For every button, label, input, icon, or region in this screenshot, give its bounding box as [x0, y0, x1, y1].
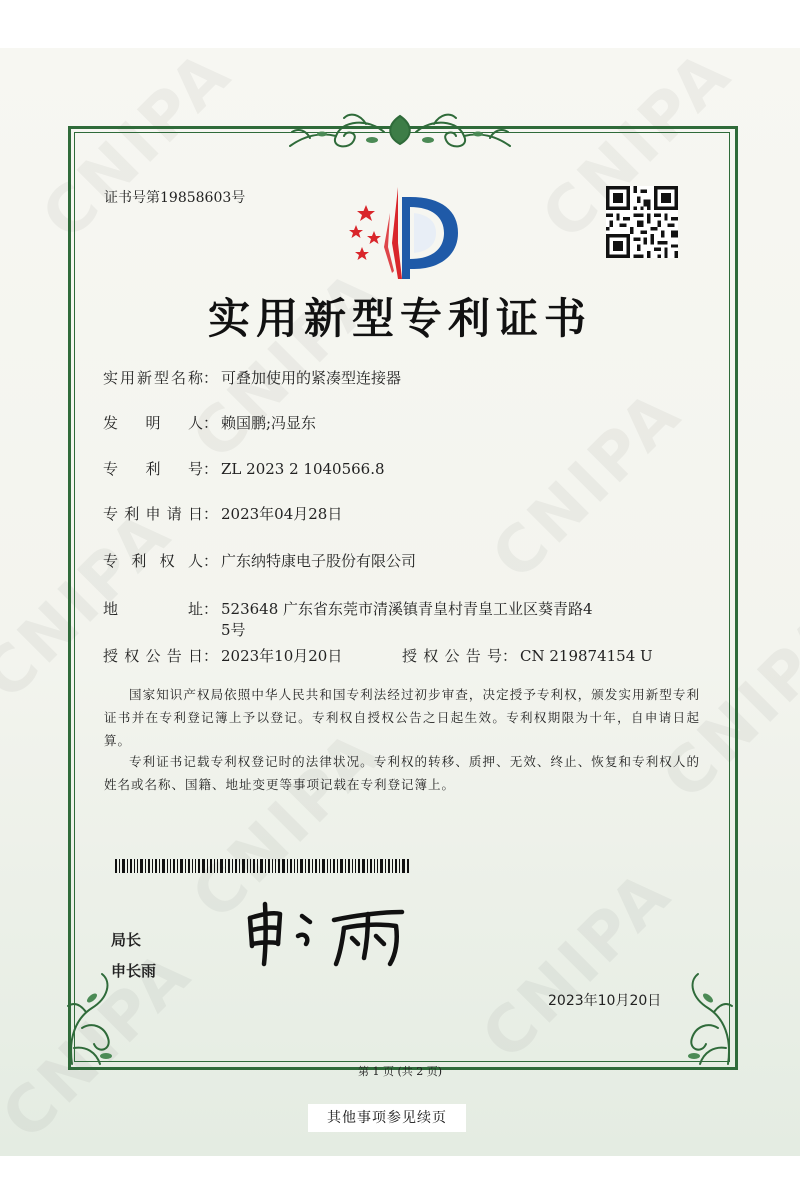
field-utility-model-name: 实用新型名称： 可叠加使用的紧凑型连接器: [103, 369, 402, 387]
field-value: 2023年10月20日: [221, 647, 343, 665]
field-inventor: 发明人： 赖国鹏;冯显东: [103, 414, 317, 432]
field-value: 2023年04月28日: [221, 505, 343, 523]
field-label: 发明人: [103, 414, 203, 432]
continue-note: 其他事项参见续页: [308, 1104, 466, 1132]
field-label: 实用新型名称: [103, 369, 203, 387]
statement-paragraph-1: 国家知识产权局依照中华人民共和国专利法经过初步审查，决定授予专利权，颁发实用新型专利证书并在专利登记簿上予以登记。专利权自授权公告之日起生效。专利权期限为十年，自申请日起算。: [104, 687, 700, 748]
field-value: 广东纳特康电子股份有限公司: [221, 552, 417, 570]
field-label: 专利申请日: [103, 505, 203, 523]
corner-ornament-left: [62, 968, 132, 1068]
field-grant-date: 授权公告日： 2023年10月20日: [103, 647, 343, 665]
cnipa-logo-icon: [340, 183, 464, 283]
handwritten-signature: [240, 898, 420, 968]
certificate-title: 实用新型专利证书: [207, 294, 592, 343]
field-label: 专利权人: [103, 552, 203, 570]
top-ornament: [280, 110, 520, 156]
field-label: 地址: [103, 600, 203, 618]
field-value: 可叠加使用的紧凑型连接器: [221, 369, 402, 387]
field-value: 赖国鹏;冯显东: [221, 414, 317, 432]
field-label: 专利号: [103, 460, 203, 478]
field-value: ZL 2023 2 1040566.8: [221, 460, 385, 478]
address-continuation: 5号: [221, 621, 246, 639]
field-label: 授权公告号: [402, 647, 502, 665]
field-grant-number: 授权公告号： CN 219874154 U: [402, 647, 653, 665]
field-value: 523648 广东省东莞市清溪镇青皇村青皇工业区葵青路4: [221, 600, 593, 618]
field-label: 授权公告日: [103, 647, 203, 665]
certificate-number: 证书号第19858603号: [104, 190, 246, 206]
qr-code-icon: [606, 186, 678, 258]
barcode-icon: [115, 859, 410, 873]
field-application-date: 专利申请日： 2023年04月28日: [103, 505, 343, 523]
director-title: 局长: [111, 931, 142, 949]
field-patentee: 专利权人： 广东纳特康电子股份有限公司: [103, 552, 417, 570]
field-value: CN 219874154 U: [520, 647, 653, 665]
signature-date: 2023年10月20日: [548, 993, 662, 1009]
field-address: 地址： 523648 广东省东莞市清溪镇青皇村青皇工业区葵青路4: [103, 600, 593, 618]
page-number: 第 1 页 (共 2 页): [357, 1065, 443, 1078]
corner-ornament-right: [668, 968, 738, 1068]
director-name: 申长雨: [111, 962, 157, 980]
statement-paragraph-2: 专利证书记载专利权登记时的法律状况。专利权的转移、质押、无效、终止、恢复和专利权人的姓名或名称、国籍、地址变更等事项记载在专利登记簿上。: [104, 754, 700, 792]
field-patent-number: 专利号： ZL 2023 2 1040566.8: [103, 460, 385, 478]
